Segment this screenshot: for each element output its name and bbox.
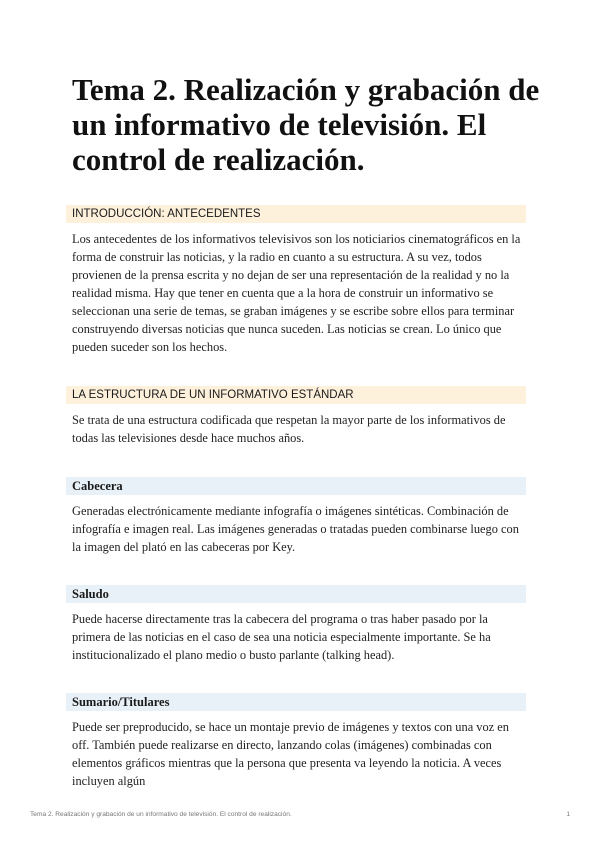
subsection-heading-sumario: Sumario/Titulares	[66, 693, 526, 711]
subsection-paragraph-saludo: Puede hacerse directamente tras la cabecera del programa o tras haber pasado por la primera de las noticias en el caso de sea una noticia especialmente importante. Se ha institucionalizado el plano medio o busto parlante (talking head).	[72, 612, 491, 662]
subsection-heading-saludo: Saludo	[66, 585, 526, 603]
page-title: Tema 2. Realización y grabación de un informativo de televisión. El control de realización.	[72, 72, 540, 177]
page-number: 1	[566, 811, 570, 818]
section-paragraph-estructura: Se trata de una estructura codificada que respetan la mayor parte de los informativos de todas las televisiones desde hace muchos años.	[72, 413, 506, 445]
subsection-paragraph-sumario: Puede ser preproducido, se hace un montaje previo de imágenes y textos con una voz en off. También puede realizarse en directo, lanzando colas (imágenes) combinadas con elementos gráficos mientras que la persona que presenta va leyendo la noticia. A veces incluyen algún	[72, 720, 509, 788]
footer-text: Tema 2. Realización y grabación de un informativo de televisión. El control de realización.	[30, 811, 292, 818]
subsection-paragraph-cabecera: Generadas electrónicamente mediante infografía o imágenes sintéticas. Combinación de infografía e imagen real. Las imágenes generadas o tratadas pueden combinarse luego con la imagen del plató en las cabeceras por Key.	[72, 504, 519, 554]
section-paragraph-introduccion: Los antecedentes de los informativos televisivos son los noticiarios cinematográficos en la forma de construir las noticias, y la radio en cuanto a su estructura. A su vez, todos provienen de la prensa escrita y no dejan de ser una representación de la realidad y no la realidad misma. Hay que tener en cuenta que a la hora de construir un informativo se seleccionan una serie de temas, se graban imágenes y se escribe sobre ellos para terminar construyendo diversas noticias que nunca suceden. Las noticias se crean. Lo único que pueden suceder son los hechos.	[72, 232, 521, 354]
section-heading-estructura: LA ESTRUCTURA DE UN INFORMATIVO ESTÁNDAR	[66, 386, 526, 404]
subsection-heading-cabecera: Cabecera	[66, 477, 526, 495]
page-footer	[30, 811, 570, 818]
section-heading-introduccion: INTRODUCCIÓN: ANTECEDENTES	[66, 205, 526, 223]
